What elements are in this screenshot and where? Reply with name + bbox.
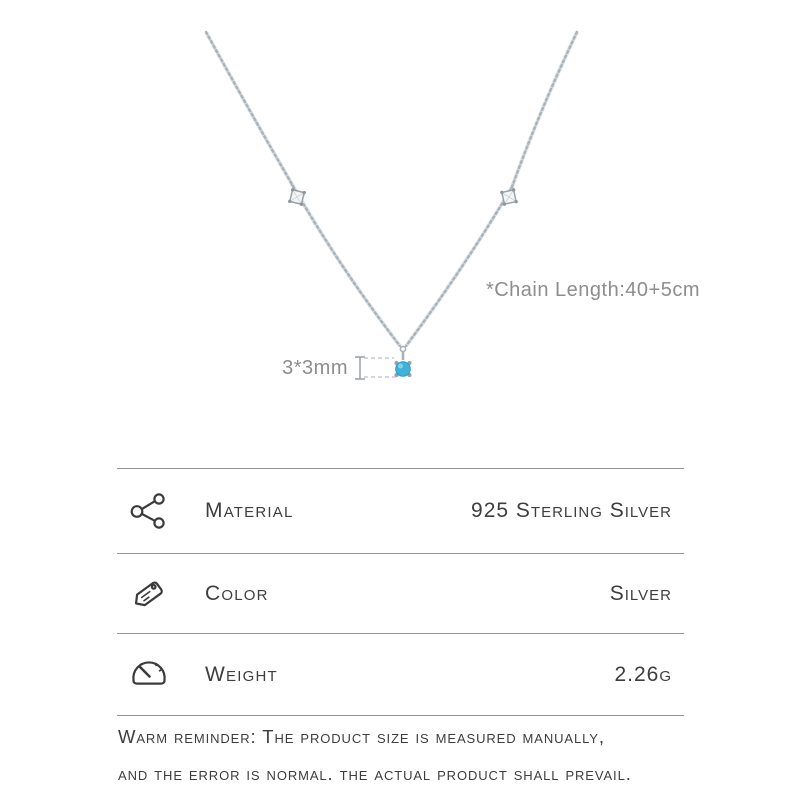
spec-label-weight: Weight — [205, 662, 278, 686]
measurement-dashes — [364, 358, 396, 377]
share-icon — [130, 492, 168, 530]
spec-row-color — [117, 554, 684, 634]
spec-value-material: 925 Sterling Silver — [471, 499, 672, 522]
pendant-size-label: 3*3mm — [282, 357, 348, 379]
spec-table — [117, 468, 684, 716]
spec-row-weight — [117, 634, 684, 716]
reminder-line-1: Warm reminder: The product size is measured manually, — [118, 726, 605, 747]
spec-value-weight: 2.26g — [614, 662, 672, 686]
measurement-bracket — [355, 357, 365, 379]
reminder-text — [118, 718, 632, 792]
pendant — [394, 346, 411, 377]
spec-label-color: Color — [205, 581, 269, 605]
gauge-icon — [130, 656, 168, 694]
spec-value-color: Silver — [609, 581, 672, 605]
tag-icon — [130, 575, 168, 613]
spec-label-material: Material — [205, 499, 294, 522]
chain-left — [206, 32, 400, 346]
reminder-line-2: and the error is normal. the actual product shall prevail. — [118, 763, 632, 784]
chain-length-note: *Chain Length:40+5cm — [485, 279, 700, 301]
spec-row-material — [117, 469, 684, 554]
